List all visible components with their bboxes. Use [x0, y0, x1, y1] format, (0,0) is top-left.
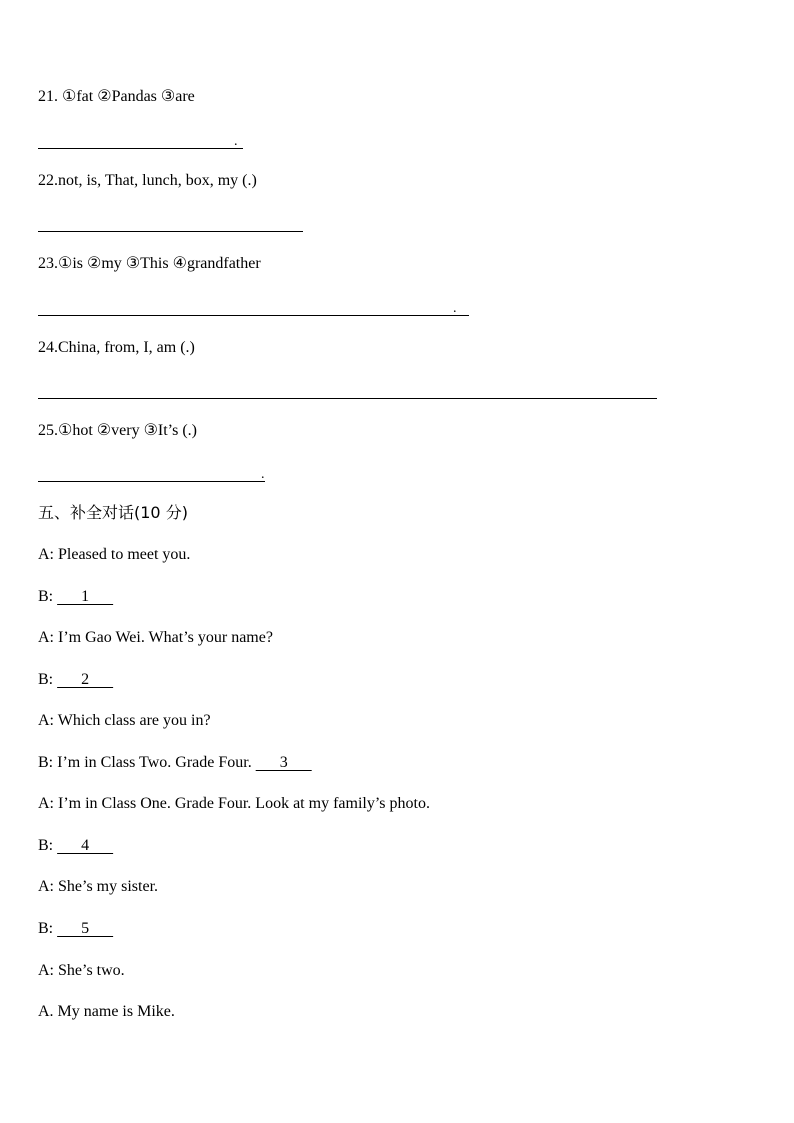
- dialogue-line: A: Which class are you in?: [38, 712, 211, 729]
- dialogue-line: A: Pleased to meet you.: [38, 546, 191, 563]
- dialogue-line-blank-4: [38, 836, 113, 856]
- answer-line-23[interactable]: [38, 295, 469, 316]
- answer-line-22[interactable]: [38, 211, 303, 232]
- speaker-label: B:: [38, 920, 58, 937]
- answer-blank-4[interactable]: 4: [57, 837, 114, 854]
- question-number: 24.: [38, 339, 58, 356]
- dialogue-line: A: She’s two.: [38, 962, 125, 979]
- speaker-label: B:: [38, 671, 58, 688]
- answer-line-21[interactable]: [38, 128, 243, 149]
- dialogue-line: A: I’m in Class One. Grade Four. Look at my family’s photo.: [38, 795, 430, 812]
- answer-line-24[interactable]: [38, 378, 657, 399]
- answer-line-25[interactable]: [38, 461, 265, 482]
- question-23: [38, 254, 261, 274]
- dialogue-line-blank-5: [38, 919, 113, 939]
- question-text: ①is ②my ③This ④grandfather: [58, 255, 261, 272]
- question-number: 25.: [38, 422, 58, 439]
- question-21: [38, 87, 195, 107]
- question-text: not, is, That, lunch, box, my (.): [58, 172, 257, 189]
- dialogue-line-blank-3: [38, 753, 312, 773]
- question-number: 22.: [38, 172, 58, 189]
- question-25: [38, 421, 197, 441]
- dialogue-line: A: I’m Gao Wei. What’s your name?: [38, 629, 273, 646]
- question-24: [38, 338, 195, 358]
- answer-blank-5[interactable]: 5: [57, 920, 114, 937]
- answer-period: .: [261, 467, 265, 482]
- section-title: 五、补全对话(10 分): [38, 503, 188, 522]
- question-text: ①fat ②Pandas ③are: [58, 88, 195, 105]
- dialogue-line-blank-1: [38, 587, 113, 607]
- question-text: China, from, I, am (.): [58, 339, 195, 356]
- answer-blank-3[interactable]: 3: [255, 754, 312, 771]
- speaker-label: B:: [38, 588, 58, 605]
- dialogue-line: A: She’s my sister.: [38, 878, 159, 895]
- answer-period: .: [453, 301, 457, 316]
- question-text: ①hot ②very ③It’s (.): [58, 422, 198, 439]
- speaker-label: B:: [38, 837, 58, 854]
- answer-period: .: [234, 134, 238, 149]
- question-22: [38, 171, 257, 191]
- question-number: 23.: [38, 255, 58, 272]
- dialogue-line-blank-2: [38, 670, 113, 690]
- option-a: A. My name is Mike.: [38, 1003, 175, 1020]
- speaker-label: B: I’m in Class Two. Grade Four.: [38, 754, 256, 771]
- answer-blank-1[interactable]: 1: [57, 588, 114, 605]
- question-number: 21.: [38, 88, 58, 105]
- answer-blank-2[interactable]: 2: [57, 671, 114, 688]
